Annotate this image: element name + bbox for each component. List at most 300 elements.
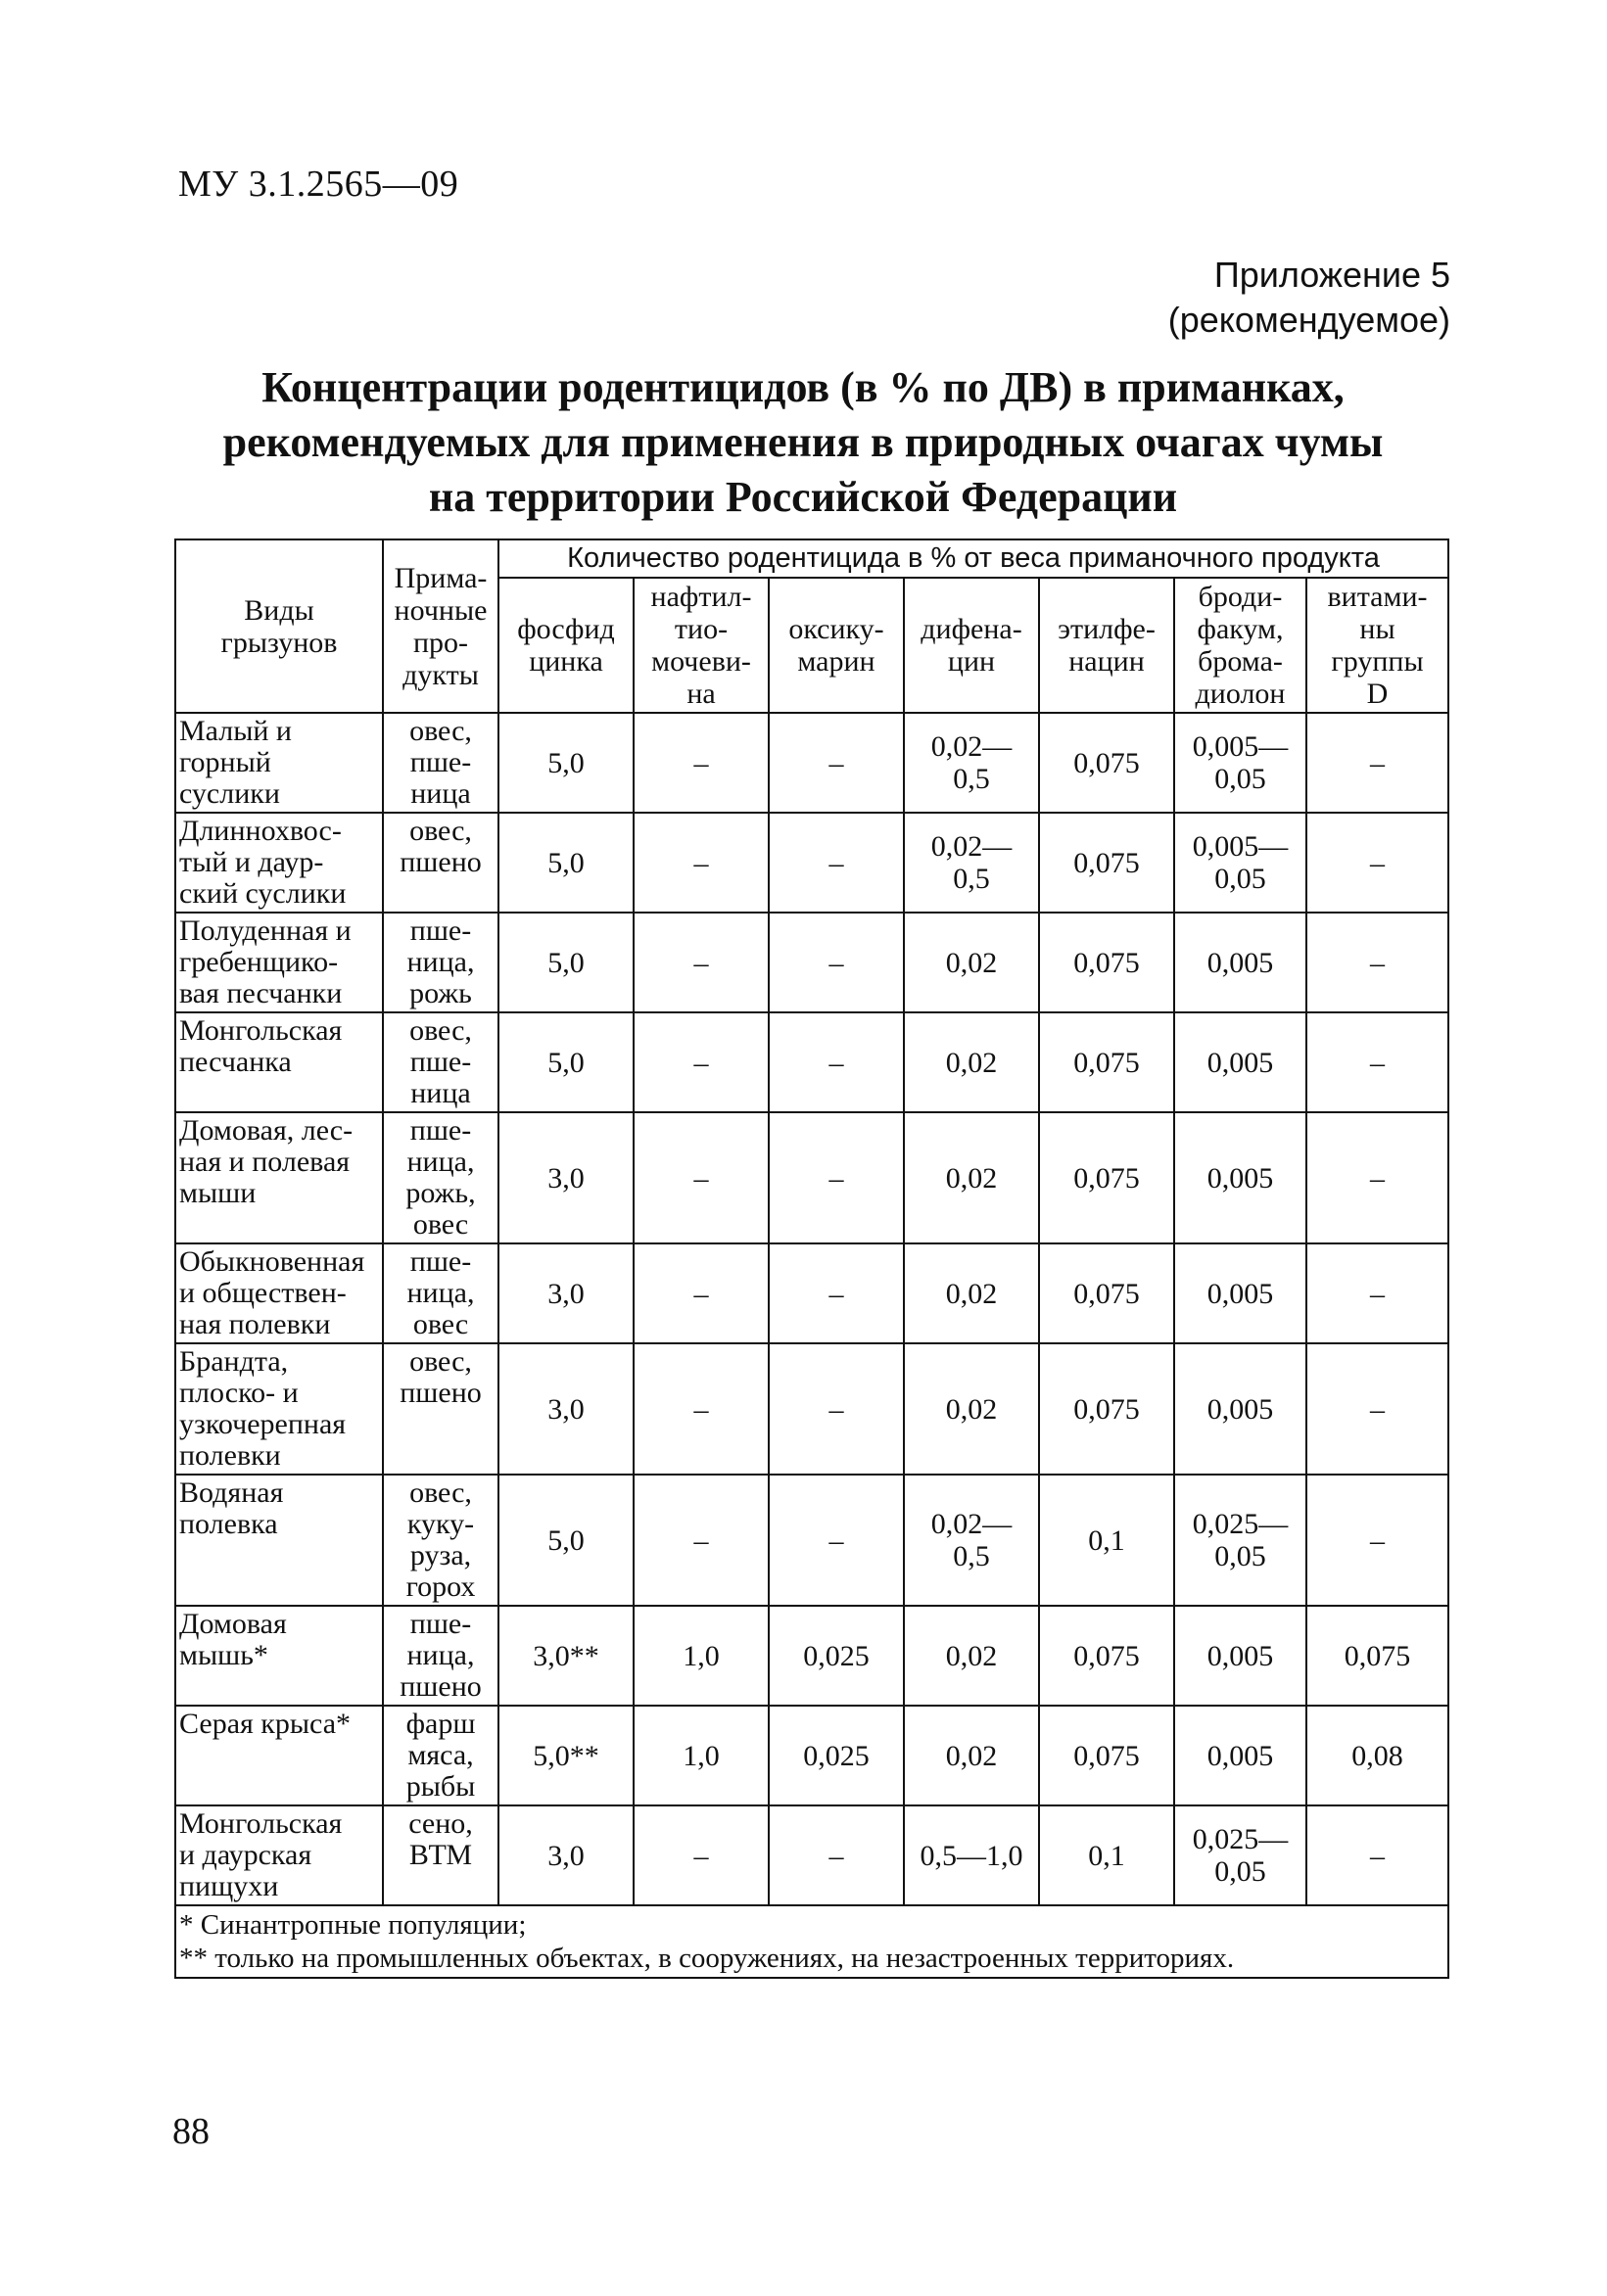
header-rodenticide-line: нацин (1068, 645, 1145, 678)
species-cell (175, 1706, 383, 1805)
species-line: ная и полевая (179, 1146, 351, 1178)
value-cell (904, 913, 1039, 1012)
value-line: 3,0 (547, 1161, 585, 1195)
header-rodenticide-line: этилфе- (1058, 613, 1156, 645)
page-number: 88 (172, 2111, 210, 2152)
value-line: 0,075 (1073, 746, 1140, 779)
table-row (175, 1243, 1448, 1343)
bait-line: пшено (400, 846, 482, 878)
bait-line: ница (410, 1077, 471, 1109)
value-line: – (693, 746, 709, 779)
value-line: – (693, 1392, 709, 1426)
footnote-line: * Синантропные популяции; (179, 1909, 527, 1941)
species-cell (175, 1606, 383, 1706)
value-line: 3,0** (533, 1639, 599, 1672)
footnote-line: ** только на промышленных объектах, в сооружениях, на незастроенных территориях. (179, 1943, 1235, 1974)
value-cell (1306, 1706, 1448, 1805)
header-rodenticide-line: тио- (674, 613, 729, 645)
value-line: – (1370, 1839, 1386, 1872)
species-line: Домовая, лес- (179, 1114, 354, 1147)
species-line: Малый и (179, 715, 292, 747)
value-cell (498, 713, 634, 813)
value-line: – (1370, 1161, 1386, 1195)
species-line: Обыкновенная (179, 1245, 365, 1278)
value-line: 0,025 (803, 1739, 870, 1772)
value-line: 5,0 (547, 946, 585, 979)
header-rodenticide-line: броди- (1198, 581, 1283, 613)
value-cell (634, 1805, 769, 1905)
value-line: 0,075 (1073, 1277, 1140, 1310)
bait-cell (383, 913, 498, 1012)
title-line: на территории Российской Федерации (428, 473, 1178, 521)
species-line: Монгольская (179, 1807, 343, 1840)
value-line: – (1370, 846, 1386, 879)
bait-cell (383, 813, 498, 913)
value-cell (1039, 1343, 1174, 1475)
header-bait-line: про- (412, 626, 469, 659)
bait-cell (383, 1475, 498, 1606)
value-line: 0,005 (1206, 1739, 1274, 1772)
value-line: 0,05 (1214, 1540, 1266, 1572)
bait-line: ница, (406, 946, 475, 978)
species-line: вая песчанки (179, 977, 343, 1009)
rodenticide-table (174, 539, 1449, 1979)
species-line: ский суслики (179, 877, 347, 910)
bait-cell (383, 1606, 498, 1706)
value-cell (498, 1012, 634, 1112)
value-line: 0,075 (1073, 946, 1140, 979)
value-line: 0,005— (1192, 730, 1289, 763)
species-cell (175, 1112, 383, 1243)
bait-line: овес, (409, 1014, 472, 1047)
table-row (175, 1805, 1448, 1905)
bait-line: ница, (406, 1146, 475, 1178)
value-cell (498, 913, 634, 1012)
header-rodenticide-line: группы (1331, 645, 1424, 678)
value-line: – (828, 1523, 844, 1557)
bait-cell (383, 1805, 498, 1905)
value-cell (1174, 1243, 1306, 1343)
value-line: – (828, 1839, 844, 1872)
value-line: 0,075 (1073, 1639, 1140, 1672)
value-cell (634, 1012, 769, 1112)
value-line: 0,075 (1073, 1046, 1140, 1079)
species-line: ная полевки (179, 1308, 331, 1340)
bait-line: рыбы (405, 1770, 476, 1803)
value-line: 0,075 (1073, 1161, 1140, 1195)
value-line: 3,0 (547, 1839, 585, 1872)
value-cell (1039, 1243, 1174, 1343)
bait-cell (383, 1706, 498, 1805)
value-cell (1306, 713, 1448, 813)
species-line: полевки (179, 1439, 281, 1472)
value-cell (769, 813, 904, 913)
value-line: – (1370, 946, 1386, 979)
header-rodenticide-line: брома- (1198, 645, 1283, 678)
value-line: – (828, 946, 844, 979)
value-cell (1039, 1805, 1174, 1905)
value-line: – (693, 1161, 709, 1195)
header-rodenticide (1306, 578, 1448, 713)
value-line: 0,005 (1206, 1639, 1274, 1672)
header-rodenticide-line: дифена- (921, 613, 1022, 645)
species-line: Полуденная и (179, 914, 352, 947)
value-cell (634, 1706, 769, 1805)
bait-line: рожь, (405, 1177, 476, 1209)
table-row (175, 1475, 1448, 1606)
species-line: мышь* (179, 1639, 268, 1671)
species-cell (175, 813, 383, 913)
species-line: Серая крыса* (179, 1708, 352, 1740)
value-cell (904, 1343, 1039, 1475)
species-line: Брандта, (179, 1345, 289, 1378)
value-line: – (1370, 1523, 1386, 1557)
bait-cell (383, 713, 498, 813)
value-line: – (1370, 1277, 1386, 1310)
value-cell (1306, 1805, 1448, 1905)
header-rodenticide-line: витами- (1327, 581, 1428, 613)
value-line: – (693, 1839, 709, 1872)
value-line: 3,0 (547, 1392, 585, 1426)
species-line: Длиннохвос- (179, 815, 342, 847)
appendix-status: (рекомендуемое) (1167, 300, 1450, 340)
value-line: 0,075 (1344, 1639, 1411, 1672)
value-line: – (828, 1277, 844, 1310)
value-cell (904, 813, 1039, 913)
species-line: Монгольская (179, 1014, 343, 1047)
value-cell (904, 1805, 1039, 1905)
value-line: 5,0 (547, 746, 585, 779)
header-rodenticide-line: ны (1359, 613, 1395, 645)
header-quantity-group: Количество родентицида в % от веса приманочного продукта (498, 539, 1448, 578)
header-rodenticide-line: фосфид (517, 613, 615, 645)
value-line: 0,025— (1192, 1508, 1289, 1540)
header-rodenticide-line: на (686, 678, 716, 710)
value-line: 0,025 (803, 1639, 870, 1672)
value-line: 0,02— (930, 1508, 1013, 1540)
value-cell (634, 1475, 769, 1606)
value-line: 0,075 (1073, 1739, 1140, 1772)
value-line: 0,005 (1206, 946, 1274, 979)
value-cell (1306, 1243, 1448, 1343)
header-rodenticide (1174, 578, 1306, 713)
bait-line: ВТМ (408, 1839, 473, 1871)
value-line: 0,1 (1088, 1523, 1125, 1557)
bait-line: пшено (400, 1670, 482, 1703)
value-cell (1039, 813, 1174, 913)
value-cell (498, 1475, 634, 1606)
value-line: – (693, 946, 709, 979)
species-cell (175, 1243, 383, 1343)
table-row (175, 813, 1448, 913)
species-cell (175, 1343, 383, 1475)
bait-line: куку- (406, 1508, 475, 1540)
value-cell (1306, 1343, 1448, 1475)
value-cell (634, 913, 769, 1012)
page-title (176, 360, 1430, 525)
species-line: гребенщико- (179, 946, 339, 978)
value-line: 5,0 (547, 1523, 585, 1557)
value-cell (904, 713, 1039, 813)
value-line: 0,08 (1351, 1739, 1403, 1772)
value-cell (1039, 1112, 1174, 1243)
species-cell (175, 1475, 383, 1606)
table-row (175, 1012, 1448, 1112)
species-line: и даурская (179, 1839, 312, 1871)
value-line: 1,0 (683, 1639, 720, 1672)
species-line: Водяная (179, 1476, 284, 1509)
species-line: пищухи (179, 1870, 279, 1902)
value-cell (634, 713, 769, 813)
value-cell (498, 1606, 634, 1706)
value-cell (1174, 1112, 1306, 1243)
value-cell (769, 913, 904, 1012)
value-cell (498, 1243, 634, 1343)
bait-line: овес, (409, 1345, 472, 1378)
header-rodenticide-line: нафтил- (650, 581, 752, 613)
value-line: 5,0 (547, 846, 585, 879)
bait-line: пше- (409, 746, 472, 778)
value-line: 0,05 (1214, 863, 1266, 895)
value-cell (634, 1112, 769, 1243)
value-cell (769, 1012, 904, 1112)
value-cell (1174, 1706, 1306, 1805)
species-line: суслики (179, 777, 280, 810)
value-line: – (693, 1046, 709, 1079)
value-line: 0,02— (930, 830, 1013, 863)
value-line: 0,02 (945, 1739, 998, 1772)
value-line: 0,005— (1192, 830, 1289, 863)
value-line: – (828, 1046, 844, 1079)
value-line: 0,02— (930, 730, 1013, 763)
header-rodenticide (498, 578, 634, 713)
footnotes (175, 1905, 1448, 1978)
species-line: Домовая (179, 1608, 287, 1640)
value-line: 0,02 (945, 1392, 998, 1426)
header-bait-line: ночные (394, 593, 488, 627)
value-line: 0,05 (1214, 1855, 1266, 1888)
value-cell (498, 1805, 634, 1905)
header-species-line: Виды (244, 593, 314, 627)
value-cell (1039, 1475, 1174, 1606)
value-line: 0,02 (945, 1277, 998, 1310)
table-row (175, 1343, 1448, 1475)
value-cell (1174, 1606, 1306, 1706)
value-line: 5,0** (533, 1739, 599, 1772)
species-cell (175, 1012, 383, 1112)
bait-cell (383, 1112, 498, 1243)
value-cell (1039, 713, 1174, 813)
bait-line: пше- (409, 1608, 472, 1640)
header-rodenticide-line: цин (947, 645, 996, 678)
value-line: 0,02 (945, 946, 998, 979)
species-cell (175, 913, 383, 1012)
value-cell (904, 1706, 1039, 1805)
bait-line: ница (410, 777, 471, 810)
bait-cell (383, 1243, 498, 1343)
value-line: 3,0 (547, 1277, 585, 1310)
bait-line: овес, (409, 815, 472, 847)
value-line: – (1370, 1046, 1386, 1079)
value-cell (1306, 1606, 1448, 1706)
value-line: 0,5 (953, 1540, 990, 1572)
header-rodenticide-line: D (1366, 678, 1389, 710)
value-cell (769, 1343, 904, 1475)
value-cell (498, 813, 634, 913)
value-line: 0,005 (1206, 1392, 1274, 1426)
value-cell (769, 713, 904, 813)
table-row (175, 1606, 1448, 1706)
species-line: и обществен- (179, 1277, 347, 1309)
value-line: – (693, 846, 709, 879)
value-line: – (828, 846, 844, 879)
header-rodenticide-line: оксику- (788, 613, 884, 645)
table-body (175, 713, 1448, 1978)
bait-line: овес (412, 1308, 469, 1340)
bait-line: фарш (405, 1708, 476, 1740)
bait-line: ница, (406, 1639, 475, 1671)
appendix-label (1168, 253, 1450, 343)
value-line: 0,02 (945, 1161, 998, 1195)
bait-line: мяса, (407, 1739, 474, 1771)
value-line: 0,075 (1073, 1392, 1140, 1426)
species-line: мыши (179, 1177, 257, 1209)
value-line: – (1370, 746, 1386, 779)
header-rodenticide (769, 578, 904, 713)
bait-line: сено, (408, 1807, 473, 1840)
appendix-number: Приложение 5 (1213, 255, 1450, 295)
value-cell (1306, 1012, 1448, 1112)
value-line: 0,05 (1214, 763, 1266, 795)
value-line: – (828, 1392, 844, 1426)
value-line: 0,025— (1192, 1823, 1289, 1855)
value-line: – (693, 1523, 709, 1557)
header-species (175, 539, 383, 713)
value-line: 0,005 (1206, 1046, 1274, 1079)
value-cell (1039, 1606, 1174, 1706)
value-line: 5,0 (547, 1046, 585, 1079)
value-cell (904, 1475, 1039, 1606)
header-rodenticide (1039, 578, 1174, 713)
value-cell (634, 1343, 769, 1475)
value-cell (1174, 813, 1306, 913)
bait-line: пше- (409, 914, 472, 947)
bait-line: овес, (409, 715, 472, 747)
value-line: – (828, 746, 844, 779)
value-cell (1174, 1012, 1306, 1112)
bait-line: пше- (409, 1046, 472, 1078)
species-line: плоско- и (179, 1377, 299, 1409)
value-line: 0,5—1,0 (920, 1839, 1023, 1872)
value-line: 0,5 (953, 763, 990, 795)
header-bait-line: дукты (402, 658, 479, 691)
header-species-line: грызунов (220, 626, 338, 659)
value-cell (769, 1805, 904, 1905)
value-cell (769, 1243, 904, 1343)
value-line: 0,5 (953, 863, 990, 895)
bait-cell (383, 1343, 498, 1475)
value-cell (634, 1606, 769, 1706)
value-cell (1174, 913, 1306, 1012)
bait-line: пше- (409, 1245, 472, 1278)
value-line: 0,1 (1088, 1839, 1125, 1872)
value-line: – (693, 1277, 709, 1310)
value-line: – (828, 1161, 844, 1195)
table-row (175, 713, 1448, 813)
header-rodenticide-line: цинка (529, 645, 603, 678)
header-rodenticide (634, 578, 769, 713)
value-cell (1174, 1805, 1306, 1905)
species-line: песчанка (179, 1046, 292, 1078)
species-line: полевка (179, 1508, 278, 1540)
species-cell (175, 713, 383, 813)
value-line: 0,075 (1073, 846, 1140, 879)
value-cell (1039, 1012, 1174, 1112)
value-cell (1306, 913, 1448, 1012)
value-line: 0,005 (1206, 1277, 1274, 1310)
value-cell (1174, 713, 1306, 813)
bait-line: пшено (400, 1377, 482, 1409)
header-bait-line: Прима- (394, 561, 488, 594)
table-row (175, 1112, 1448, 1243)
header-rodenticide (904, 578, 1039, 713)
value-cell (1174, 1343, 1306, 1475)
header-rodenticide-line: диолон (1195, 678, 1286, 710)
header-rodenticide-line: марин (797, 645, 875, 678)
bait-line: руза, (409, 1539, 472, 1571)
table-row (175, 913, 1448, 1012)
value-line: 0,02 (945, 1046, 998, 1079)
bait-cell (383, 1012, 498, 1112)
value-line: – (1370, 1392, 1386, 1426)
document-code: МУ 3.1.2565—09 (178, 164, 459, 205)
value-cell (1306, 1475, 1448, 1606)
value-cell (498, 1343, 634, 1475)
value-line: 1,0 (683, 1739, 720, 1772)
bait-line: ница, (406, 1277, 475, 1309)
value-cell (904, 1606, 1039, 1706)
title-line: Концентрации родентицидов (в % по ДВ) в приманках, (261, 363, 1345, 411)
header-bait (383, 539, 498, 713)
value-cell (769, 1706, 904, 1805)
species-line: узкочерепная (179, 1408, 347, 1440)
value-cell (634, 813, 769, 913)
value-cell (904, 1112, 1039, 1243)
value-cell (769, 1475, 904, 1606)
bait-line: горох (405, 1570, 476, 1603)
bait-line: рожь (409, 977, 472, 1009)
footnote-row (175, 1905, 1448, 1978)
table-row (175, 1706, 1448, 1805)
value-cell (769, 1112, 904, 1243)
value-cell (769, 1606, 904, 1706)
bait-line: овес (412, 1208, 469, 1241)
header-rodenticide-line: мочеви- (651, 645, 751, 678)
value-cell (1174, 1475, 1306, 1606)
bait-line: пше- (409, 1114, 472, 1147)
value-cell (904, 1243, 1039, 1343)
value-cell (1306, 1112, 1448, 1243)
title-line: рекомендуемых для применения в природных очагах чумы (222, 418, 1384, 466)
value-line: 0,02 (945, 1639, 998, 1672)
value-cell (498, 1706, 634, 1805)
value-cell (1306, 813, 1448, 913)
header-rodenticide-line: факум, (1197, 613, 1284, 645)
value-line: 0,005 (1206, 1161, 1274, 1195)
value-cell (498, 1112, 634, 1243)
value-cell (1039, 913, 1174, 1012)
species-cell (175, 1805, 383, 1905)
